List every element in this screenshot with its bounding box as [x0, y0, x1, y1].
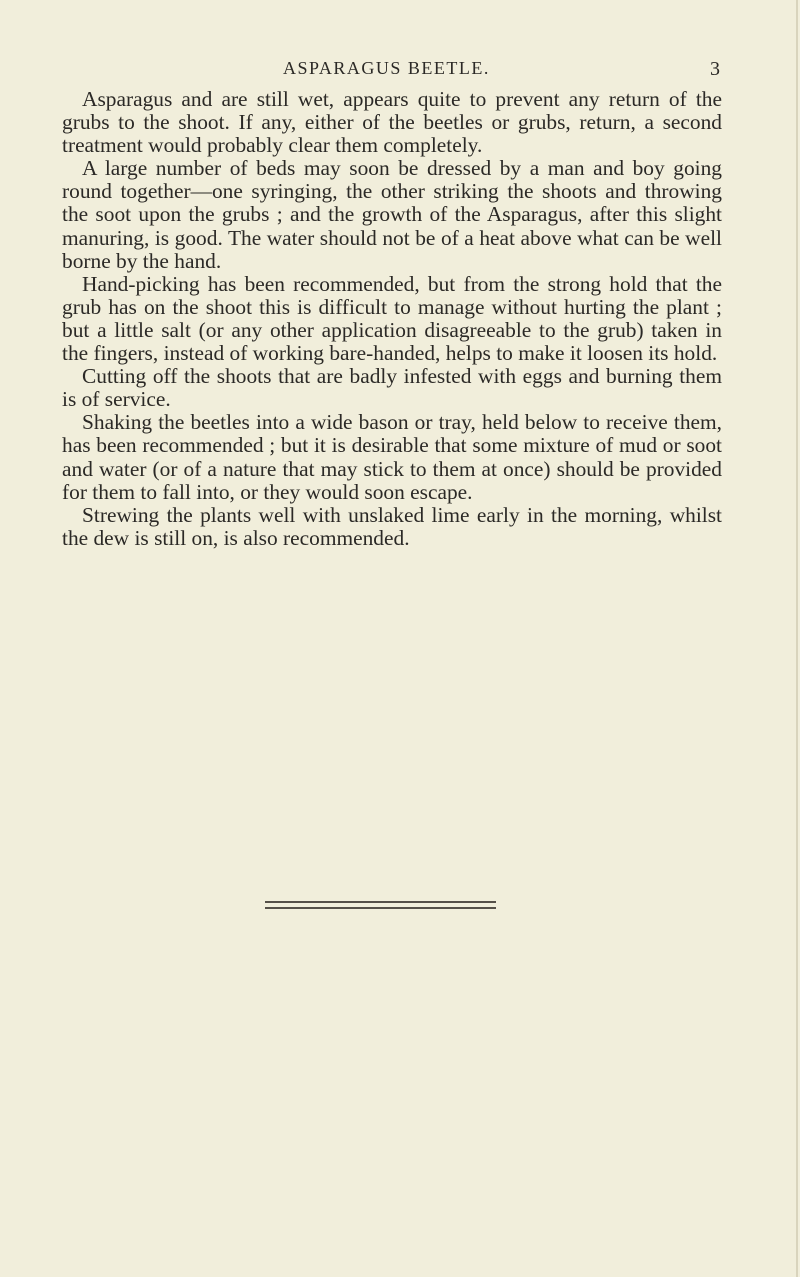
page-number: 3: [710, 58, 720, 80]
running-title: ASPARAGUS BEETLE.: [283, 58, 490, 78]
paragraph-4: Cutting off the shoots that are badly infested with eggs and burning them is of service.: [62, 364, 722, 412]
body-text: [62, 88, 722, 550]
paragraph-3: Hand-picking has been recommended, but from the strong hold that the grub has on the shoot this is difficult to manage without hurting the plant ; but a little salt (or any other application disagreeable to the grub) taken in the fingers, instead of working bare-handed, helps to make it loosen its hold.: [62, 271, 722, 366]
page-edge: [796, 0, 798, 1277]
end-rule-top: [265, 901, 496, 903]
paragraph-2: A large number of beds may soon be dressed by a man and boy going round together—one syringing, the other striking the shoots and throwing the soot upon the grubs ; and the growth of the Asparagus, after this slight manuring, is good. The water should not be of a heat above what can be well borne by the hand.: [62, 156, 722, 273]
paragraph-5: Shaking the beetles into a wide bason or tray, held below to receive them, has been recommended ; but it is desirable that some mixture of mud or soot and water (or of a nature that may stick to them at once) should be provided for them to fall into, or they would soon escape.: [62, 410, 722, 504]
paragraph-6: Strewing the plants well with unslaked lime early in the morning, whilst the dew is still on, is also recommended.: [62, 502, 722, 550]
paragraph-1: Asparagus and are still wet, appears quite to prevent any return of the grubs to the shoot. If any, either of the beetles or grubs, return, a second treatment would probably clear them completely.: [62, 87, 722, 158]
end-rule-bottom: [265, 907, 496, 909]
page-header: [0, 58, 800, 82]
